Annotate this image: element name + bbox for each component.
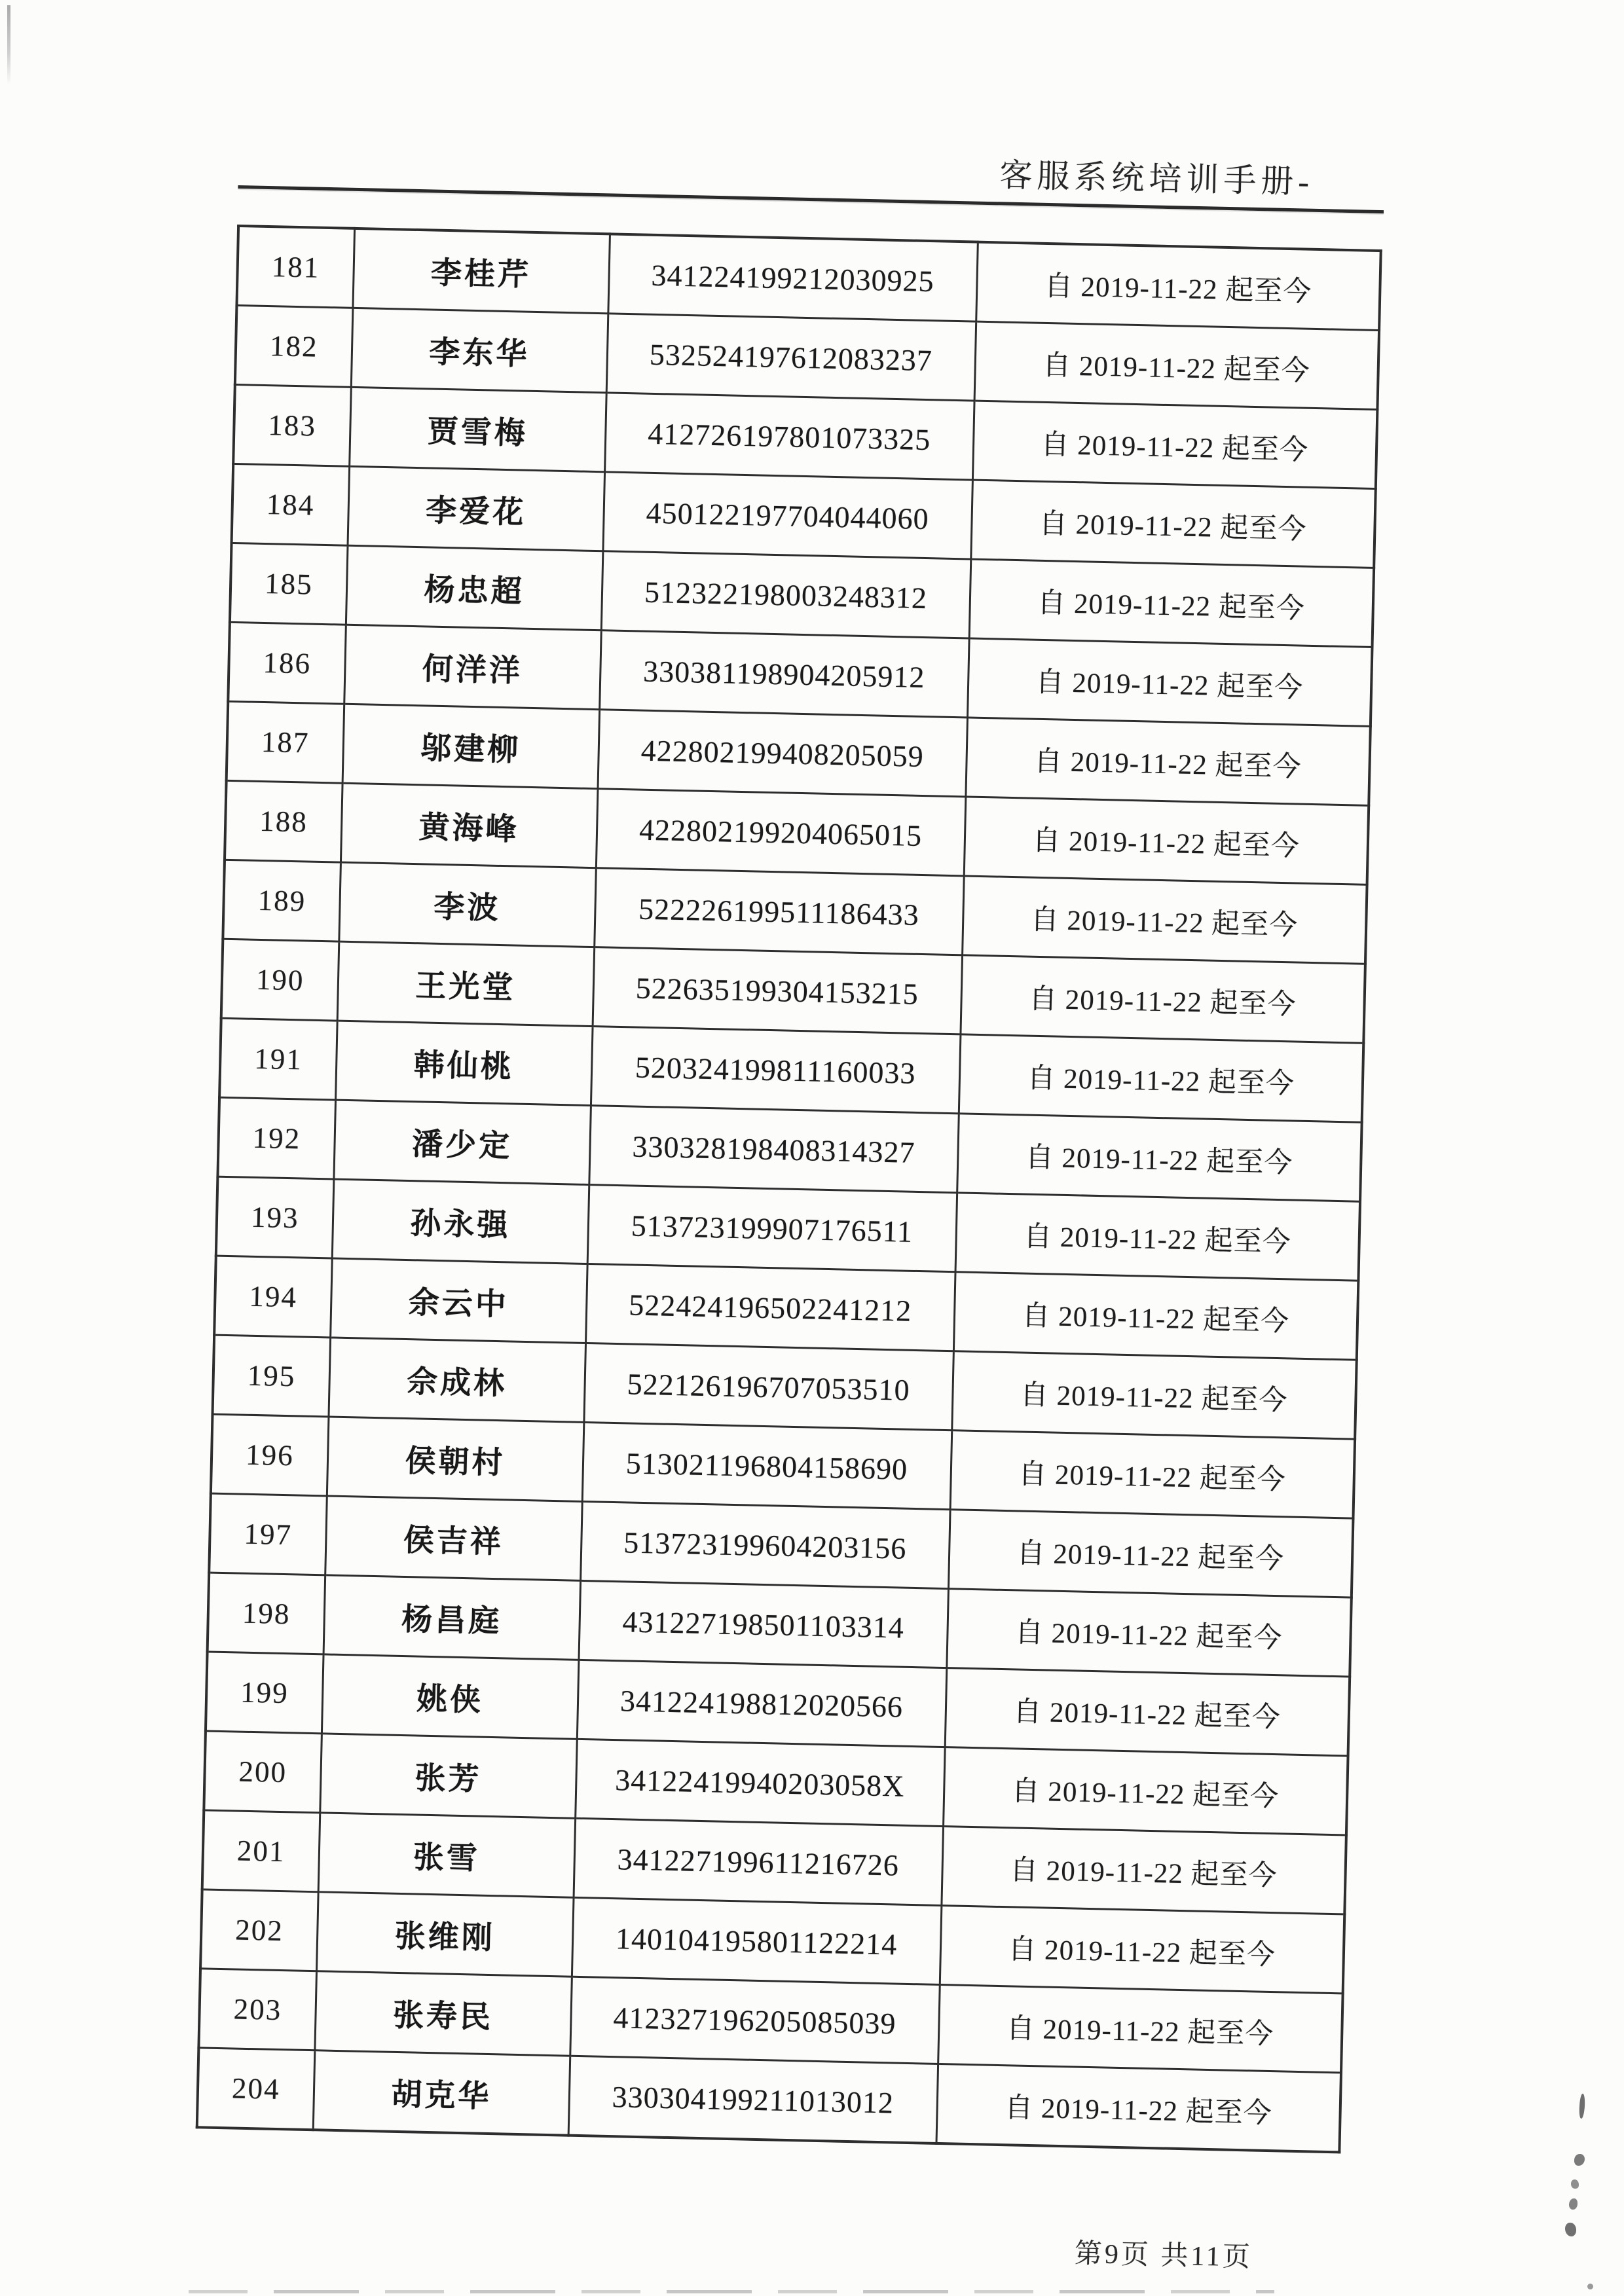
cell-no: 201: [202, 1810, 320, 1892]
roster-body: [197, 226, 1381, 2152]
cell-name: 张雪: [318, 1813, 576, 1897]
cell-period: 自 2019-11-22 起至今: [951, 1351, 1356, 1439]
cell-id: 513723199907176511: [587, 1185, 957, 1272]
cell-name: 侯朝村: [327, 1417, 584, 1501]
cell-no: 183: [233, 384, 351, 466]
cell-name: 侯吉祥: [325, 1496, 582, 1580]
document-header-title: 客服系统培训手册-: [999, 156, 1314, 200]
cell-period: 自 2019-11-22 起至今: [976, 242, 1381, 331]
cell-period: 自 2019-11-22 起至今: [946, 1589, 1351, 1677]
cell-no: 202: [200, 1889, 318, 1971]
cell-no: 193: [216, 1176, 334, 1258]
cell-no: 194: [214, 1256, 332, 1338]
cell-period: 自 2019-11-22 起至今: [940, 1906, 1344, 1994]
cell-name: 黄海峰: [341, 783, 598, 867]
cell-no: 188: [225, 780, 342, 862]
cell-name: 李桂芹: [352, 228, 610, 314]
cell-name: 何洋洋: [344, 625, 601, 709]
cell-period: 自 2019-11-22 起至今: [936, 2064, 1341, 2152]
cell-name: 胡克华: [313, 2050, 570, 2136]
scan-bleed-line: [189, 2290, 1274, 2293]
cell-no: 196: [211, 1414, 329, 1496]
document-sheet: [193, 139, 1385, 2276]
cell-name: 张维刚: [316, 1892, 574, 1977]
cell-period: 自 2019-11-22 起至今: [959, 1034, 1363, 1122]
cell-no: 181: [236, 226, 354, 308]
cell-period: 自 2019-11-22 起至今: [965, 718, 1370, 805]
cell-period: 自 2019-11-22 起至今: [953, 1272, 1358, 1360]
cell-name: 李波: [339, 862, 596, 947]
ink-dot: [1565, 2223, 1576, 2236]
cell-name: 张芳: [320, 1734, 577, 1818]
cell-period: 自 2019-11-22 起至今: [974, 321, 1379, 409]
cell-no: 182: [235, 305, 353, 387]
cell-id: 412726197801073325: [604, 393, 974, 480]
cell-name: 王光堂: [337, 941, 595, 1026]
scan-edge-sliver: [7, 5, 10, 85]
cell-name: 杨昌庭: [323, 1575, 581, 1660]
ink-dot: [1587, 2284, 1593, 2289]
cell-period: 自 2019-11-22 起至今: [945, 1668, 1350, 1756]
cell-id: 431227198501103314: [578, 1580, 948, 1667]
cell-name: 邬建柳: [342, 704, 600, 788]
cell-name: 余云中: [330, 1258, 587, 1343]
cell-no: 197: [209, 1493, 327, 1575]
cell-no: 184: [232, 464, 350, 545]
cell-id: 330328198408314327: [589, 1106, 959, 1193]
cell-period: 自 2019-11-22 起至今: [941, 1827, 1346, 1914]
cell-name: 韩仙桃: [335, 1021, 593, 1105]
cell-id: 34122419940203058X: [575, 1739, 945, 1826]
cell-period: 自 2019-11-22 起至今: [972, 401, 1377, 488]
ink-smudge: [1579, 2094, 1586, 2119]
cell-period: 自 2019-11-22 起至今: [962, 876, 1367, 964]
personnel-table: [196, 225, 1382, 2153]
cell-period: 自 2019-11-22 起至今: [960, 955, 1365, 1043]
cell-id: 422802199408205059: [597, 710, 967, 797]
cell-period: 自 2019-11-22 起至今: [957, 1114, 1361, 1201]
cell-no: 199: [206, 1652, 323, 1734]
cell-period: 自 2019-11-22 起至今: [970, 480, 1375, 568]
cell-id: 513021196804158690: [582, 1422, 952, 1509]
cell-name: 潘少定: [333, 1100, 591, 1184]
ink-dot: [1571, 2179, 1579, 2189]
cell-no: 200: [204, 1731, 322, 1813]
cell-name: 贾雪梅: [349, 387, 606, 471]
cell-id: 522424196502241212: [585, 1264, 955, 1351]
cell-period: 自 2019-11-22 起至今: [955, 1193, 1360, 1281]
cell-no: 192: [217, 1097, 335, 1179]
cell-name: 杨忠超: [346, 545, 603, 630]
cell-no: 187: [227, 701, 344, 783]
cell-id: 522126196707053510: [583, 1343, 953, 1430]
cell-id: 330381198904205912: [599, 630, 969, 718]
cell-period: 自 2019-11-22 起至今: [943, 1747, 1348, 1835]
cell-no: 189: [223, 860, 341, 941]
cell-period: 自 2019-11-22 起至今: [950, 1430, 1355, 1518]
cell-no: 185: [230, 543, 348, 625]
cell-id: 450122197704044060: [602, 472, 972, 559]
ink-dot: [1574, 2154, 1585, 2166]
cell-id: 520324199811160033: [591, 1027, 961, 1114]
cell-period: 自 2019-11-22 起至今: [938, 1985, 1342, 2073]
cell-id: 341224199212030925: [608, 234, 978, 321]
cell-no: 191: [219, 1018, 337, 1100]
cell-no: 198: [208, 1573, 325, 1654]
cell-id: 522635199304153215: [593, 947, 963, 1034]
cell-name: 李爱花: [348, 466, 605, 551]
cell-period: 自 2019-11-22 起至今: [967, 638, 1372, 726]
cell-no: 186: [228, 622, 346, 704]
cell-id: 341227199611216726: [574, 1818, 944, 1905]
cell-id: 532524197612083237: [606, 314, 976, 401]
cell-name: 孙永强: [332, 1179, 589, 1264]
cell-name: 张寿民: [314, 1971, 572, 2056]
cell-period: 自 2019-11-22 起至今: [969, 559, 1374, 647]
cell-id: 140104195801122214: [572, 1897, 942, 1984]
cell-name: 李东华: [351, 308, 608, 392]
cell-no: 190: [221, 939, 339, 1021]
cell-id: 522226199511186433: [594, 868, 964, 955]
cell-no: 203: [198, 1969, 316, 2050]
cell-name: 姚侠: [322, 1654, 579, 1739]
cell-id: 513723199604203156: [580, 1501, 950, 1588]
cell-period: 自 2019-11-22 起至今: [964, 797, 1369, 884]
ink-dot: [1569, 2198, 1578, 2210]
cell-no: 204: [197, 2048, 315, 2130]
cell-id: 422802199204065015: [596, 789, 966, 876]
cell-id: 341224198812020566: [577, 1660, 947, 1747]
cell-id: 330304199211013012: [568, 2056, 938, 2143]
cell-id: 412327196205085039: [570, 1977, 940, 2064]
cell-no: 195: [213, 1335, 331, 1417]
cell-id: 512322198003248312: [601, 551, 971, 638]
page-number-footer: 第9页 共11页: [1074, 2238, 1253, 2273]
cell-period: 自 2019-11-22 起至今: [948, 1510, 1353, 1597]
cell-name: 佘成林: [328, 1338, 585, 1422]
